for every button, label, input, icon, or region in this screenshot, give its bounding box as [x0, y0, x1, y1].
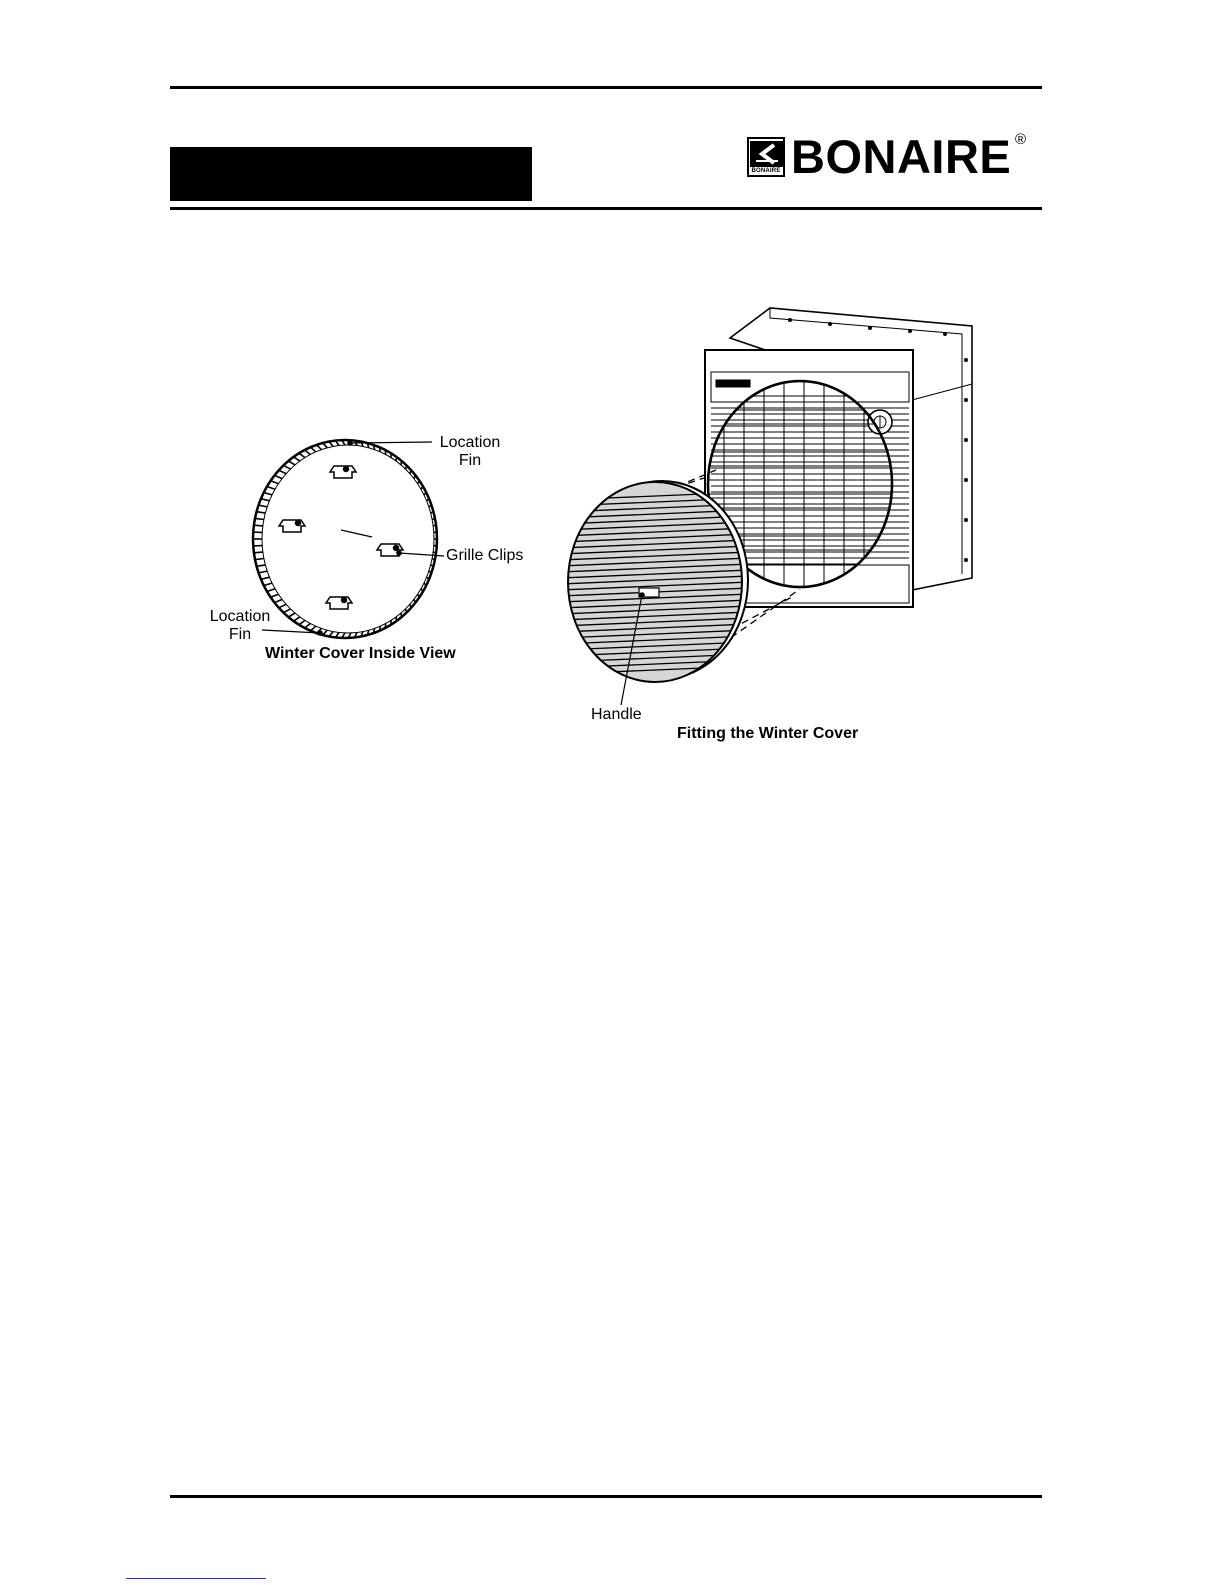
registered-mark: ® — [1015, 131, 1027, 148]
brand-wordmark: BONAIRE — [791, 130, 1012, 183]
grille-clips-label: Grille Clips — [446, 547, 524, 564]
handle-label: Handle — [591, 706, 642, 723]
footnote-separator — [126, 1578, 266, 1579]
fitting-caption: Fitting the Winter Cover — [677, 725, 859, 742]
location-fin-bottom-line2: Fin — [228, 626, 252, 643]
inside-view-caption: Winter Cover Inside View — [265, 645, 456, 662]
location-fin-top-line2: Fin — [458, 452, 482, 469]
mark-caption: BONAIRE — [751, 168, 781, 174]
location-fin-top-line1: Location — [439, 434, 501, 451]
winter-cover-front — [560, 481, 750, 682]
cooler-brand-plate — [716, 380, 750, 387]
location-fin-bottom-line1: Location — [209, 608, 271, 625]
bottom-rule — [170, 1495, 1042, 1498]
